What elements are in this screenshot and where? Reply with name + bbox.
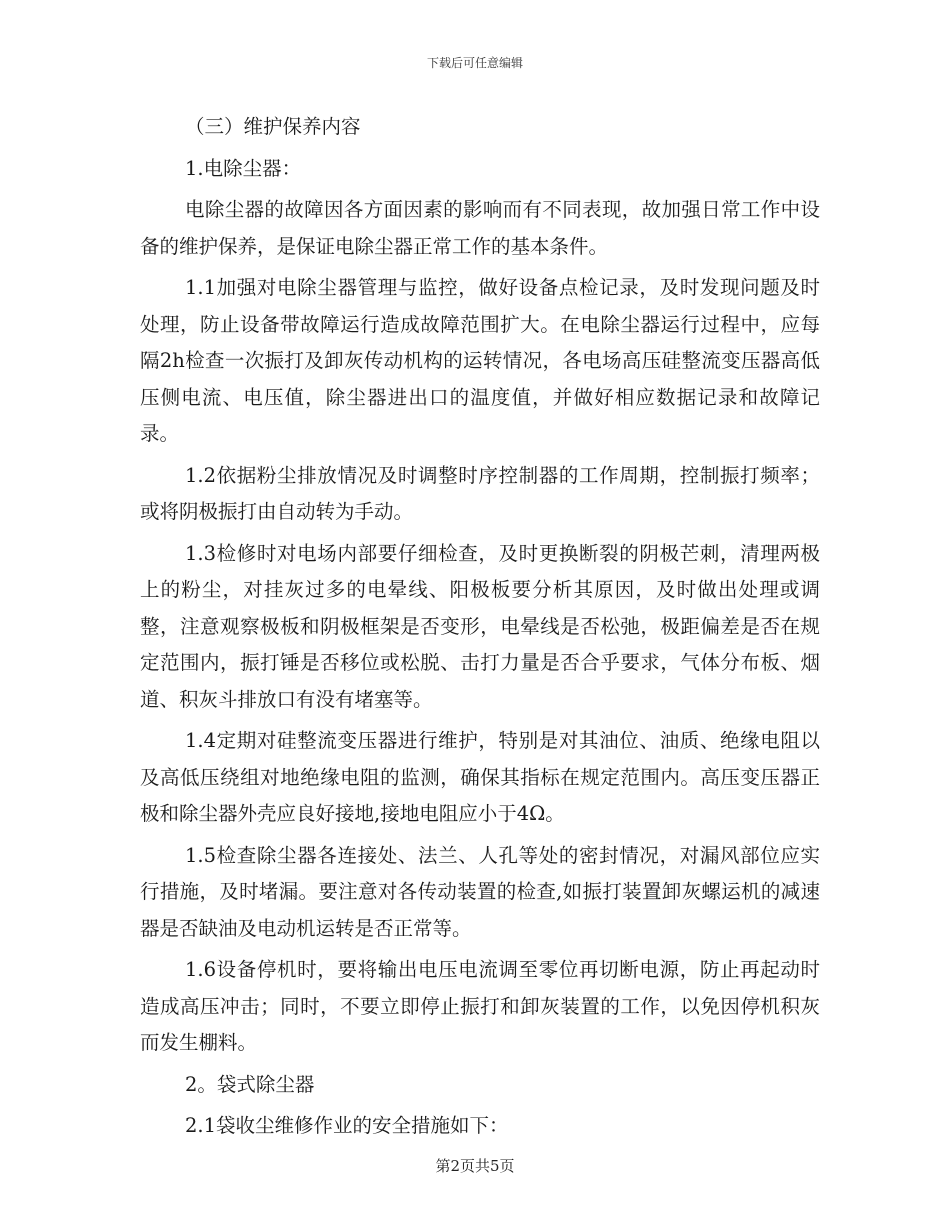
subsection-heading: 1.电除尘器： xyxy=(185,156,302,180)
paragraph: 1.6设备停机时，要将输出电压电流调至零位再切断电源，防止再起动时造成高压冲击；同时，不要立即停止振打和卸灰装置的工作，以免因停机积灰而发生棚料。 xyxy=(140,958,820,1054)
paragraph: 2.1袋收尘维修作业的安全措施如下： xyxy=(185,1114,509,1137)
paragraph: 1.5检查除尘器各连接处、法兰、人孔等处的密封情况，对漏风部位应实行措施，及时堵漏。要注意对各传动装置的检查,如振打装置卸灰螺运机的减速器是否缺油及电动机运转是否正常等。 xyxy=(140,843,820,940)
subsection-heading: 2。袋式除尘器 xyxy=(185,1072,315,1096)
paragraph: 1.4定期对硅整流变压器进行维护，特别是对其油位、油质、绝缘电阻以及高低压绕组对地绝缘电阻的监测，确保其指标在规定范围内。高压变压器正极和除尘器外壳应良好接地,接地电阻应小于4Ω。 xyxy=(140,729,820,825)
paragraph: 电除尘器的故障因各方面因素的影响而有不同表现，故加强日常工作中设备的维护保养，是保证电除尘器正常工作的基本条件。 xyxy=(140,198,820,258)
paragraph: 1.3检修时对电场内部要仔细检查，及时更换断裂的阴极芒刺，清理两极上的粉尘，对挂灰过多的电晕线、阳极板要分析其原因，及时做出处理或调整，注意观察极板和阴极框架是否变形，电晕线是否松弛，极距偏差是否在规定范围内，振打锤是否移位或松脱、击打力量是否合乎要求，气体分布板、烟道、积灰斗排放口有没有堵塞等。 xyxy=(140,541,820,711)
section-heading: （三）维护保养内容 xyxy=(185,115,361,138)
page-header: 下载后可任意编辑 xyxy=(426,56,523,70)
page-footer: 第2页共5页 xyxy=(435,1157,515,1175)
document-body xyxy=(140,109,820,1145)
paragraph: 1.1加强对电除尘器管理与监控，做好设备点检记录，及时发现问题及时处理，防止设备带故障运行造成故障范围扩大。在电除尘器运行过程中，应每隔2h检查一次振打及卸灰传动机构的运转情况，各电场高压硅整流变压器高低压侧电流、电压值，除尘器进出口的温度值，并做好相应数据记录和故障记录。 xyxy=(140,276,820,445)
paragraph: 1.2依据粉尘排放情况及时调整时序控制器的工作周期，控制振打频率；或将阴极振打由自动转为手动。 xyxy=(140,463,820,523)
